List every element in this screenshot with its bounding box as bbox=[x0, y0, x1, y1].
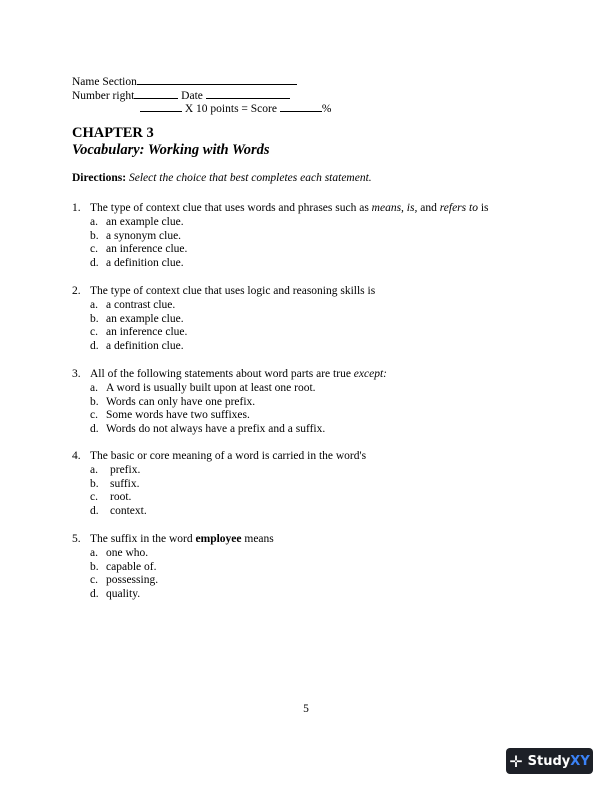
question-number: 4. bbox=[72, 450, 81, 462]
answer-option[interactable] bbox=[90, 478, 366, 492]
option-text: a definition clue. bbox=[106, 340, 184, 353]
question-text-part: All of the following statements about word parts are true bbox=[90, 368, 354, 380]
badge-text-xy: XY bbox=[570, 753, 590, 769]
question-text-part: means, is, bbox=[371, 202, 418, 214]
answer-option[interactable] bbox=[90, 561, 274, 575]
option-letter: b. bbox=[90, 312, 99, 325]
answer-option[interactable] bbox=[90, 409, 387, 423]
answer-option[interactable] bbox=[90, 491, 366, 505]
option-letter: a. bbox=[90, 215, 98, 228]
answer-option[interactable] bbox=[90, 574, 274, 588]
option-letter: d. bbox=[90, 257, 99, 270]
number-right-blank[interactable] bbox=[134, 87, 178, 99]
chapter-title: CHAPTER 3 bbox=[72, 125, 154, 141]
question-text bbox=[90, 533, 274, 547]
answer-option[interactable] bbox=[90, 216, 489, 230]
option-text: an example clue. bbox=[106, 312, 184, 325]
question-text-part: means bbox=[241, 533, 274, 545]
question-text-part: The suffix in the word bbox=[90, 533, 196, 545]
question-stem bbox=[72, 533, 274, 547]
question-text bbox=[90, 368, 387, 382]
question-text bbox=[90, 285, 375, 299]
question-text bbox=[90, 450, 366, 464]
option-text: Some words have two suffixes. bbox=[106, 409, 250, 422]
plus-icon: ✛ bbox=[509, 751, 523, 771]
question-1 bbox=[72, 202, 489, 271]
option-text: suffix. bbox=[110, 477, 140, 490]
answer-option[interactable] bbox=[90, 423, 387, 437]
question-number: 5. bbox=[72, 533, 81, 545]
question-2 bbox=[72, 285, 375, 354]
date-blank[interactable] bbox=[206, 87, 290, 99]
option-letter: a. bbox=[90, 546, 98, 559]
name-blank[interactable] bbox=[137, 73, 297, 85]
question-stem bbox=[72, 285, 375, 299]
answer-option[interactable] bbox=[90, 547, 274, 561]
answer-option[interactable] bbox=[90, 243, 489, 257]
directions-text: Select the choice that best completes each statement. bbox=[128, 172, 372, 184]
answer-option[interactable] bbox=[90, 299, 375, 313]
option-letter: d. bbox=[90, 423, 99, 436]
directions bbox=[72, 172, 372, 184]
name-section-label: Name Section bbox=[72, 76, 137, 88]
option-text: Words do not always have a prefix and a suffix. bbox=[106, 423, 326, 436]
question-number: 2. bbox=[72, 285, 81, 297]
option-letter: a. bbox=[90, 463, 98, 476]
answer-option[interactable] bbox=[90, 326, 375, 340]
date-label: Date bbox=[181, 90, 203, 102]
score-blank[interactable] bbox=[280, 100, 322, 112]
option-letter: c. bbox=[90, 491, 98, 504]
studyxy-badge[interactable] bbox=[506, 748, 593, 774]
question-text-part: except: bbox=[353, 368, 387, 380]
percent-sign: % bbox=[321, 103, 332, 115]
option-text: an inference clue. bbox=[106, 243, 188, 256]
option-text: root. bbox=[110, 491, 132, 504]
directions-label: Directions: bbox=[72, 172, 127, 184]
option-letter: c. bbox=[90, 326, 98, 339]
answer-options bbox=[90, 216, 489, 271]
option-letter: d. bbox=[90, 588, 99, 601]
option-letter: b. bbox=[90, 477, 99, 490]
option-text: an inference clue. bbox=[106, 326, 188, 339]
answer-option[interactable] bbox=[90, 396, 387, 410]
question-text-part: The type of context clue that uses logic and reasoning skills is bbox=[90, 285, 376, 297]
option-letter: b. bbox=[90, 560, 99, 573]
question-text-part: is bbox=[477, 202, 489, 214]
answer-option[interactable] bbox=[90, 464, 366, 478]
score-formula: X 10 points = Score bbox=[184, 103, 277, 115]
answer-option[interactable] bbox=[90, 588, 274, 602]
question-3 bbox=[72, 368, 387, 437]
chapter-subtitle: Vocabulary: Working with Words bbox=[72, 142, 270, 158]
question-text bbox=[90, 202, 489, 216]
option-letter: c. bbox=[90, 243, 98, 256]
option-letter: c. bbox=[90, 409, 98, 422]
option-letter: c. bbox=[90, 574, 98, 587]
option-text: one who. bbox=[106, 546, 149, 559]
answer-options bbox=[90, 547, 274, 602]
option-text: context. bbox=[110, 505, 147, 518]
question-5 bbox=[72, 533, 274, 602]
option-letter: a. bbox=[90, 298, 98, 311]
question-number: 1. bbox=[72, 202, 81, 214]
option-letter: b. bbox=[90, 395, 99, 408]
page-number: 5 bbox=[303, 703, 309, 715]
option-text: an example clue. bbox=[106, 215, 184, 228]
option-letter: b. bbox=[90, 229, 99, 242]
answer-option[interactable] bbox=[90, 505, 366, 519]
option-text: a synonym clue. bbox=[106, 229, 182, 242]
number-right-label: Number right bbox=[72, 90, 135, 102]
question-text-part: The basic or core meaning of a word is carried in the word's bbox=[90, 450, 367, 462]
answer-options bbox=[90, 464, 366, 519]
option-text: A word is usually built upon at least one root. bbox=[106, 381, 316, 394]
option-text: a contrast clue. bbox=[106, 298, 176, 311]
question-text-part: employee bbox=[195, 533, 242, 545]
option-text: a definition clue. bbox=[106, 257, 184, 270]
option-text: possessing. bbox=[106, 574, 159, 587]
question-text-part: refers to bbox=[439, 202, 478, 214]
answer-option[interactable] bbox=[90, 230, 489, 244]
option-letter: d. bbox=[90, 505, 99, 518]
answer-option[interactable] bbox=[90, 382, 387, 396]
badge-text-study: Study bbox=[527, 753, 571, 769]
option-letter: a. bbox=[90, 381, 98, 394]
question-number: 3. bbox=[72, 368, 81, 380]
question-stem bbox=[72, 450, 366, 464]
number-correct-blank[interactable] bbox=[140, 100, 182, 112]
option-text: quality. bbox=[106, 588, 141, 601]
question-text-part: and bbox=[417, 202, 440, 214]
answer-option[interactable] bbox=[90, 340, 375, 354]
answer-option[interactable] bbox=[90, 257, 489, 271]
option-text: Words can only have one prefix. bbox=[106, 395, 256, 408]
question-text-part: The type of context clue that uses words and phrases such as bbox=[90, 202, 372, 214]
option-text: prefix. bbox=[110, 463, 141, 476]
option-letter: d. bbox=[90, 340, 99, 353]
option-text: capable of. bbox=[106, 560, 157, 573]
score-line bbox=[140, 100, 331, 116]
question-4 bbox=[72, 450, 366, 519]
question-stem bbox=[72, 368, 387, 382]
answer-options bbox=[90, 299, 375, 354]
answer-options bbox=[90, 382, 387, 437]
question-stem bbox=[72, 202, 489, 216]
answer-option[interactable] bbox=[90, 313, 375, 327]
